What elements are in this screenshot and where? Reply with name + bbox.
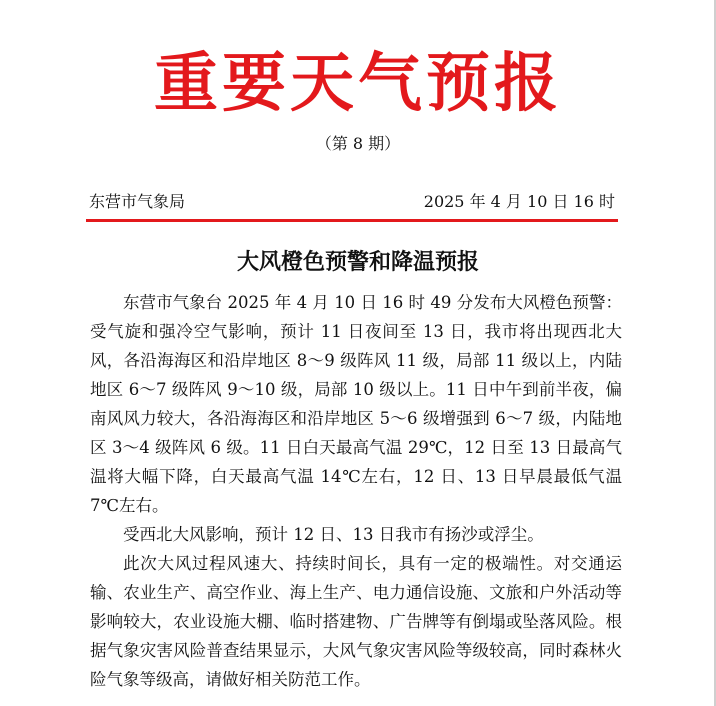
paragraph-impact: 此次大风过程风速大、持续时间长，具有一定的极端性。对交通运输、农业生产、高空作业、海上生产、电力通信设施、文旅和户外活动等影响较大，农业设施大棚、临时搭建物、广告牌等有倒塌或坠落风险。根据气象灾害风险普查结果显示，大风气象灾害风险等级较高，同时森林火险气象等级高，请做好相关防范工作。 — [90, 554, 622, 689]
paragraph-dust: 受西北大风影响，预计 12 日、13 日我市有扬沙或浮尘。 — [123, 525, 544, 544]
red-divider — [86, 219, 618, 222]
headline: 大风橙色预警和降温预报 — [236, 249, 479, 275]
paragraph-warning: 东营市气象台 2025 年 4 月 10 日 16 时 49 分发布大风橙色预警：受气旋和强冷空气影响，预计 11 日夜间至 13 日，我市将出现西北大风，各沿海海区和沿岸地区 8～9 级阵风 11 级，局部 11 级以上，内陆地区 6～7 级阵风 9～10 级，局部 10 级以上。11 日中午到前半夜，偏南风风力较大，各沿海海区和沿岸地区 5～6 级增强到 6～7 级，内陆地区 3～4 级阵风 6 级。11 日白天最高气温 29℃，12 日至 13 日最高气温将大幅下降，白天最高气温 14℃左右，12 日、13 日早晨最低气温 7℃左右。 — [90, 293, 622, 515]
meta-row — [89, 190, 615, 214]
issue-time: 2025 年 4 月 10 日 16 时 — [423, 192, 615, 211]
masthead-title: 重要天气预报 — [154, 46, 562, 121]
issuer-name: 东营市气象局 — [89, 192, 186, 211]
body-text — [90, 288, 622, 694]
issue-number: （第 8 期） — [315, 134, 401, 153]
